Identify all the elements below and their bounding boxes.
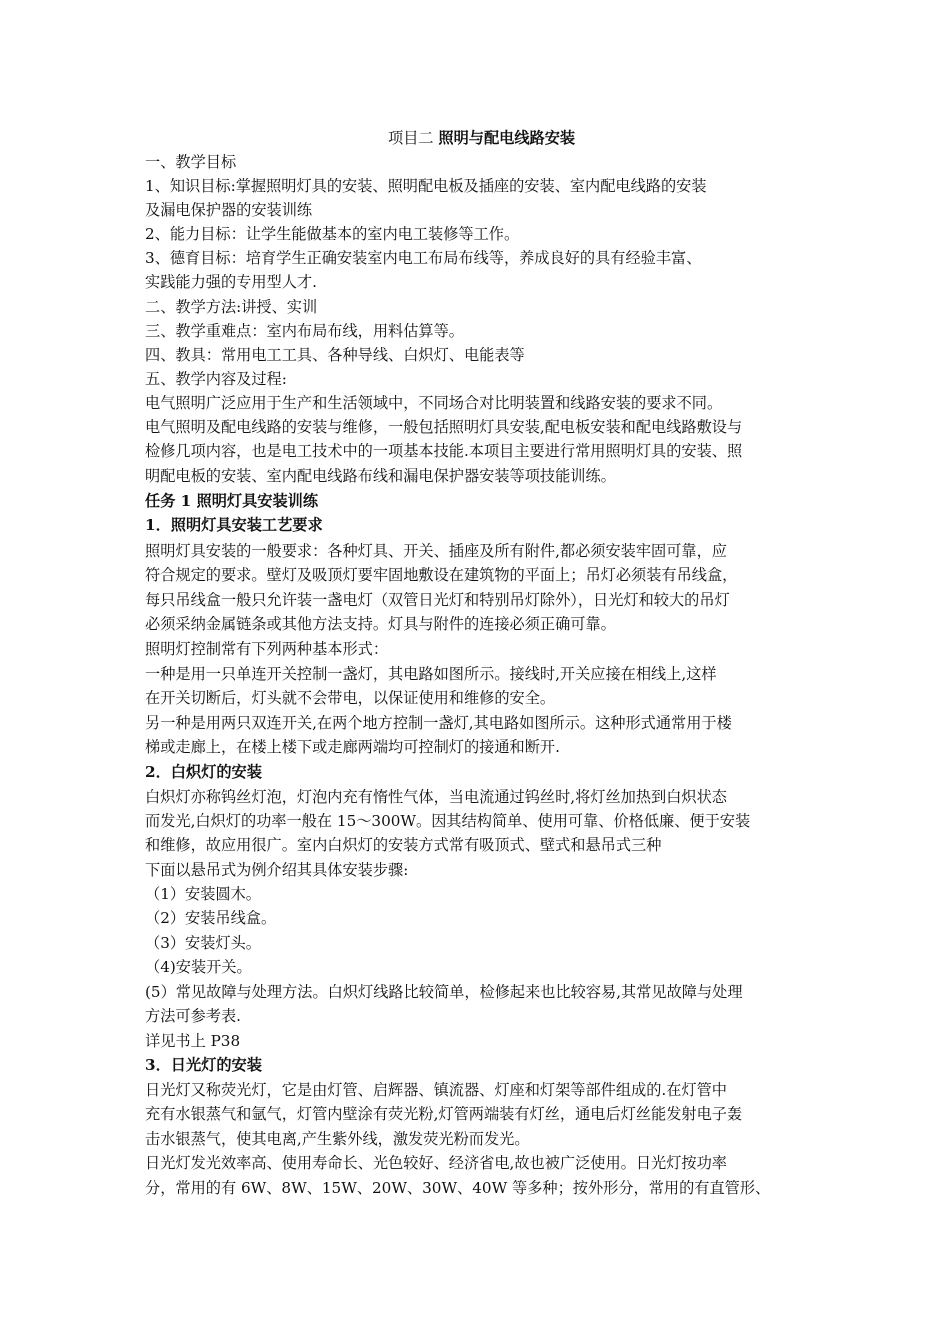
body-line: 明配电板的安装、室内配电线路布线和漏电保护器安装等项技能训练。 xyxy=(145,467,616,485)
body-line: 下面以悬吊式为例介绍其具体安装步骤: xyxy=(145,861,409,879)
body-line: 日光灯又称荧光灯，它是由灯管、启辉器、镇流器、灯座和灯架等部件组成的.在灯管中 xyxy=(145,1081,727,1099)
body-line: 方法可参考表. xyxy=(145,1007,241,1025)
body-line: 实践能力强的专用型人才. xyxy=(145,273,317,291)
body-line: 二、教学方法:讲授、实训 xyxy=(145,298,318,316)
body-line: （4)安装开关。 xyxy=(145,958,252,976)
body-line: 在开关切断后，灯头就不会带电，以保证使用和维修的安全。 xyxy=(145,689,556,707)
section-heading: 1．照明灯具安装工艺要求 xyxy=(145,516,323,534)
body-line: (5）常见故障与处理方法。白炽灯线路比较简单，检修起来也比较容易,其常见故障与处理 xyxy=(145,983,743,1001)
body-line: 2、能力目标：让学生能做基本的室内电工装修等工作。 xyxy=(145,225,520,243)
body-line: 3、德育目标：培育学生正确安装室内电工布局布线等，养成良好的具有经验丰富、 xyxy=(145,249,702,267)
body-line: （3）安装灯头。 xyxy=(145,934,261,952)
body-line: （2）安装吊线盒。 xyxy=(145,909,277,927)
body-line: 详见书上 P38 xyxy=(145,1032,241,1050)
title-prefix: 项目二 xyxy=(388,129,434,147)
body-line: 符合规定的要求。壁灯及吸顶灯要牢固地敷设在建筑物的平面上；吊灯必须装有吊线盒， xyxy=(145,566,738,584)
body-line: 梯或走廊上，在楼上楼下或走廊两端均可控制灯的接通和断开. xyxy=(145,738,560,756)
body-line: 四、教具：常用电工工具、各种导线、白炽灯、电能表等 xyxy=(145,346,525,364)
body-line: 另一种是用两只双连开关,在两个地方控制一盏灯,其电路如图所示。这种形式通常用于楼 xyxy=(145,714,732,732)
body-line: 一、教学目标 xyxy=(145,153,237,171)
body-line: 照明灯控制常有下列两种基本形式： xyxy=(145,640,388,658)
body-line: 充有水银蒸气和氩气，灯管内壁涂有荧光粉,灯管两端装有灯丝，通电后灯丝能发射电子轰 xyxy=(145,1105,743,1123)
body-line: 1、知识目标:掌握照明灯具的安装、照明配电板及插座的安装、室内配电线路的安装 xyxy=(145,177,707,195)
body-line: 照明灯具安装的一般要求：各种灯具、开关、插座及所有附件,都必须安装牢固可靠，应 xyxy=(145,542,727,560)
body-line: 电气照明及配电线路的安装与维修，一般包括照明灯具安装,配电板安装和配电线路敷设与 xyxy=(145,418,743,436)
body-line: 及漏电保护器的安装训练 xyxy=(145,201,313,219)
body-line: 而发光,白炽灯的功率一般在 15～300W。因其结构简单、使用可靠、价格低廉、便于安装 xyxy=(145,812,751,830)
body-line: 电气照明广泛应用于生产和生活领域中，不同场合对比明装置和线路安装的要求不同。 xyxy=(145,394,723,412)
document-title xyxy=(388,128,575,148)
body-line: 检修几项内容，也是电工技术中的一项基本技能.本项目主要进行常用照明灯具的安装、照 xyxy=(145,442,743,460)
body-line: 每只吊线盒一般只允许装一盏电灯（双管日光灯和特别吊灯除外），日光灯和较大的吊灯 xyxy=(145,591,730,609)
section-heading: 3．日光灯的安装 xyxy=(145,1056,262,1074)
title-main: 照明与配电线路安装 xyxy=(438,129,576,147)
body-line: 一种是用一只单连开关控制一盏灯，其电路如图所示。接线时,开关应接在相线上,这样 xyxy=(145,665,717,683)
body-line: 击水银蒸气，使其电离,产生紫外线，激发荧光粉而发光。 xyxy=(145,1130,530,1148)
body-line: 日光灯发光效率高、使用寿命长、光色较好、经济省电,故也被广泛使用。日光灯按功率 xyxy=(145,1154,727,1172)
body-line: （1）安装圆木。 xyxy=(145,885,261,903)
body-line: 三、教学重难点：室内布局布线，用料估算等。 xyxy=(145,322,464,340)
body-line: 必须采纳金属链条或其他方法支持。灯具与附件的连接必须正确可靠。 xyxy=(145,615,616,633)
body-line: 分，常用的有 6W、8W、15W、20W、30W、40W 等多种；按外形分，常用的有直管形、 xyxy=(145,1179,771,1197)
body-line: 和维修，故应用很广。室内白炽灯的安装方式常有吸顶式、壁式和悬吊式三种 xyxy=(145,836,662,854)
section-heading: 2．白炽灯的安装 xyxy=(145,763,262,781)
section-heading: 任务 1 照明灯具安装训练 xyxy=(145,492,319,510)
body-line: 五、教学内容及过程: xyxy=(145,370,287,388)
body-line: 白炽灯亦称钨丝灯泡，灯泡内充有惰性气体，当电流通过钨丝时,将灯丝加热到白炽状态 xyxy=(145,788,727,806)
